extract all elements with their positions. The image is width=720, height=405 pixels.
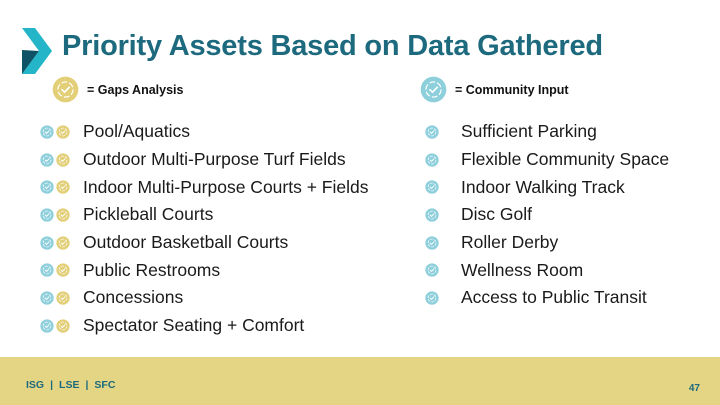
gaps-check-icon <box>56 236 70 250</box>
footer-separator: | <box>50 379 54 391</box>
legend-gaps-analysis <box>52 76 183 103</box>
list-item-label: Indoor Walking Track <box>461 176 625 197</box>
list-item <box>40 284 368 312</box>
item-icons <box>425 291 461 305</box>
footer-bar <box>0 357 720 405</box>
list-item <box>425 173 669 201</box>
gaps-check-badge-icon <box>52 76 79 103</box>
list-item <box>40 146 368 174</box>
community-check-badge-icon <box>420 76 447 103</box>
list-item-label: Flexible Community Space <box>461 149 670 170</box>
community-check-icon <box>425 125 439 139</box>
item-icons <box>425 263 461 277</box>
priority-list-left <box>40 118 368 340</box>
community-check-icon <box>425 180 439 194</box>
list-item-label: Public Restrooms <box>83 259 221 280</box>
item-icons <box>425 236 461 250</box>
item-icons <box>425 208 461 222</box>
gaps-check-icon <box>56 319 70 333</box>
community-check-icon <box>40 153 54 167</box>
item-icons <box>425 153 461 167</box>
community-check-icon <box>425 263 439 277</box>
list-item <box>40 256 368 284</box>
list-item-label: Outdoor Basketball Courts <box>83 232 289 253</box>
list-item <box>425 118 669 146</box>
page-title: Priority Assets Based on Data Gathered <box>62 30 603 62</box>
legend-community-label: = Community Input <box>455 82 569 97</box>
community-check-icon <box>40 319 54 333</box>
community-check-icon <box>40 291 54 305</box>
chevron-logo-icon <box>22 28 52 74</box>
item-icons <box>40 263 83 277</box>
list-item-label: Outdoor Multi-Purpose Turf Fields <box>83 149 346 170</box>
list-item-label: Concessions <box>83 287 184 308</box>
list-item-label: Indoor Multi-Purpose Courts + Fields <box>83 176 369 197</box>
gaps-check-icon <box>56 125 70 139</box>
list-item <box>40 118 368 146</box>
item-icons <box>40 180 83 194</box>
list-item-label: Disc Golf <box>461 204 532 225</box>
gaps-check-icon <box>56 180 70 194</box>
list-item-label: Pickleball Courts <box>83 204 214 225</box>
item-icons <box>40 291 83 305</box>
footer-org-sfc: SFC <box>94 379 116 391</box>
gaps-check-icon <box>56 208 70 222</box>
list-item-label: Wellness Room <box>461 259 584 280</box>
legend-gaps-label: = Gaps Analysis <box>87 82 184 97</box>
list-item <box>425 201 669 229</box>
list-item-label: Spectator Seating + Comfort <box>83 315 305 336</box>
item-icons <box>40 153 83 167</box>
community-check-icon <box>40 180 54 194</box>
community-check-icon <box>425 153 439 167</box>
list-item <box>40 312 368 340</box>
community-check-icon <box>40 236 54 250</box>
list-item-label: Roller Derby <box>461 232 559 253</box>
item-icons <box>425 125 461 139</box>
gaps-check-icon <box>56 153 70 167</box>
footer-org-lse: LSE <box>59 379 80 391</box>
item-icons <box>40 125 83 139</box>
list-item <box>40 229 368 257</box>
item-icons <box>425 180 461 194</box>
footer-org-isg: ISG <box>26 379 45 391</box>
item-icons <box>40 236 83 250</box>
community-check-icon <box>40 263 54 277</box>
item-icons <box>40 319 83 333</box>
gaps-check-icon <box>56 291 70 305</box>
list-item <box>425 229 669 257</box>
list-item <box>425 256 669 284</box>
item-icons <box>40 208 83 222</box>
priority-list-right <box>425 118 669 312</box>
list-item <box>40 201 368 229</box>
community-check-icon <box>40 125 54 139</box>
list-item-label: Pool/Aquatics <box>83 121 191 142</box>
footer-orgs <box>26 379 115 391</box>
page-number: 47 <box>688 383 700 394</box>
list-item <box>40 173 368 201</box>
community-check-icon <box>425 291 439 305</box>
list-item-label: Sufficient Parking <box>461 121 597 142</box>
community-check-icon <box>40 208 54 222</box>
list-item <box>425 146 669 174</box>
footer-separator: | <box>85 379 89 391</box>
list-item <box>425 284 669 312</box>
community-check-icon <box>425 236 439 250</box>
community-check-icon <box>425 208 439 222</box>
gaps-check-icon <box>56 263 70 277</box>
legend-community-input <box>420 76 569 103</box>
list-item-label: Access to Public Transit <box>461 287 647 308</box>
